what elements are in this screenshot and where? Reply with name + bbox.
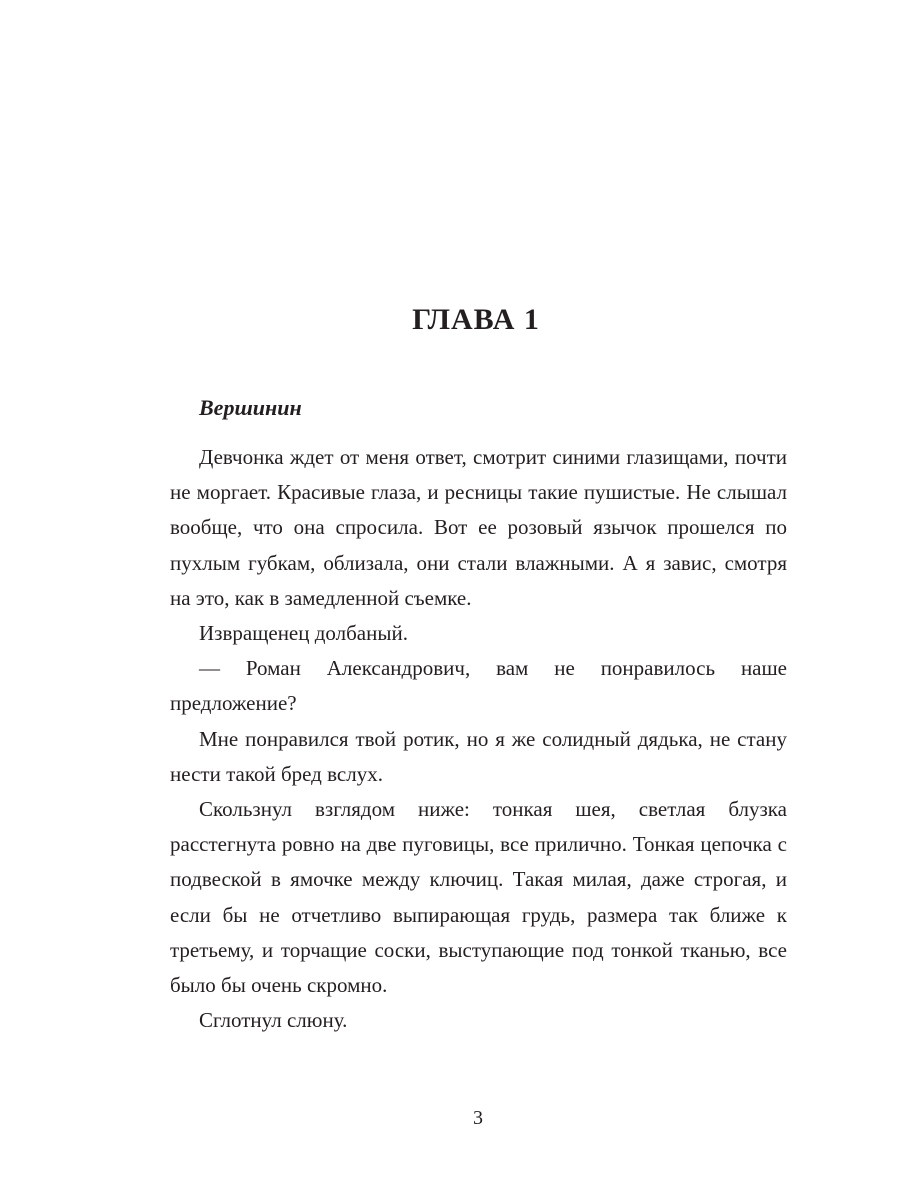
narrator-heading: Вершинин: [199, 395, 302, 420]
page-number: 3: [473, 1107, 483, 1129]
chapter-title: ГЛАВА 1: [412, 303, 540, 337]
paragraph-6: Сглотнул слюну.: [199, 1008, 348, 1033]
paragraph-1: Девчонка ждет от меня ответ, смотрит синими глазищами, почти не моргает. Красивые глаза, и ресницы такие пушистые. Не слышал вообще, что она спросила. Вот ее розовый язычок прошелся по пухлым губкам, облизала, они стали влажными. А я завис, смотря на это, как в замедленной съемке.: [170, 445, 787, 610]
body-text: [170, 440, 787, 1038]
paragraph-2: Извращенец долбаный.: [199, 621, 408, 646]
paragraph-3: — Роман Александрович, вам не понравилось наше предложение?: [170, 656, 787, 716]
paragraph-5: Скользнул взглядом ниже: тонкая шея, светлая блузка расстегнута ровно на две пуговицы, все прилично. Тонкая цепочка с подвеской в ямочке между ключиц. Такая милая, даже строгая, и если бы не отчетливо выпирающая грудь, размера так ближе к третьему, и торчащие соски, выступающие под тонкой тканью, все было бы очень скромно.: [170, 797, 787, 998]
paragraph-4: Мне понравился твой ротик, но я же солидный дядька, не стану нести такой бред вслух.: [170, 726, 787, 786]
